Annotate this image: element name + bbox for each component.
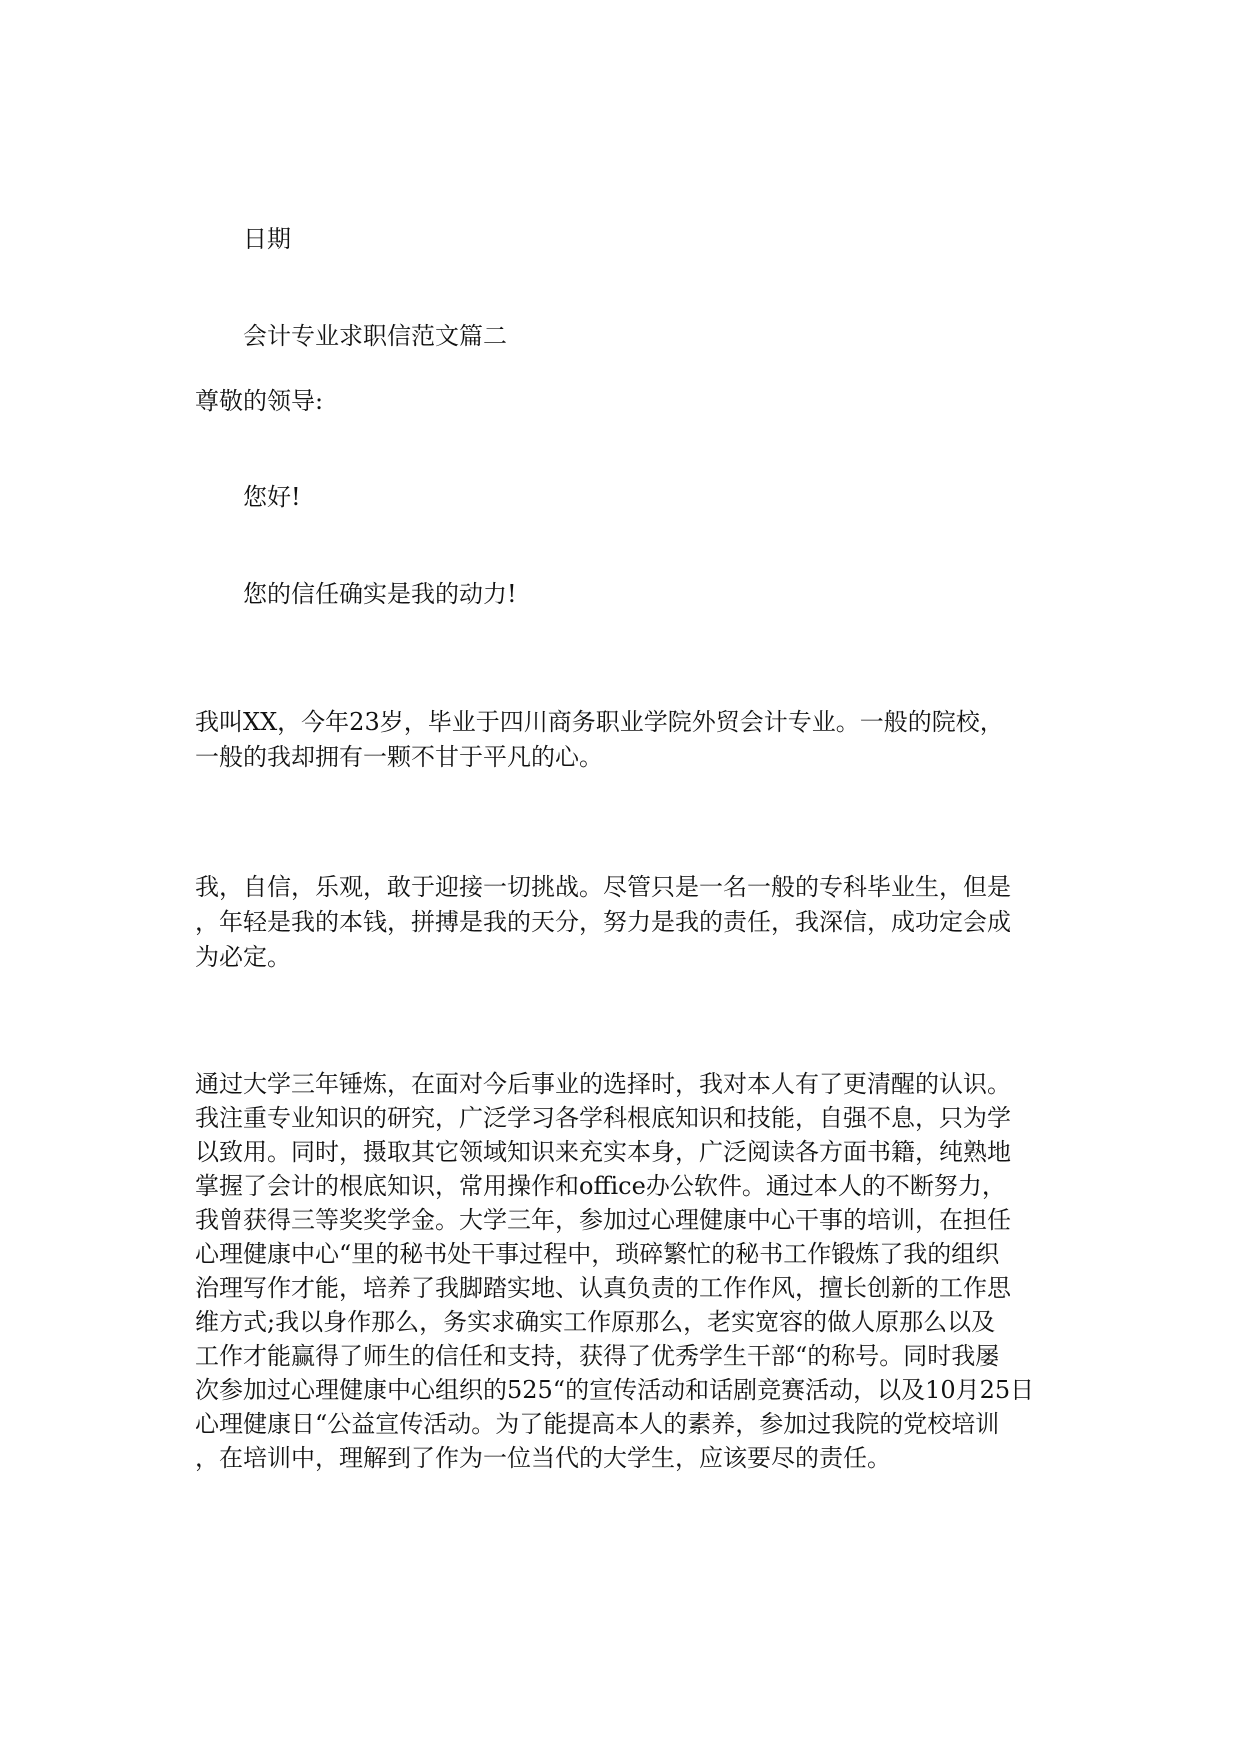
- paragraph-line: 我，自信，乐观，敢于迎接一切挑战。尽管只是一名一般的专科毕业生，但是: [195, 873, 1011, 901]
- paragraph-line: 我曾获得三等奖奖学金。大学三年，参加过心理健康中心干事的培训，在担任: [195, 1206, 1011, 1234]
- paragraph-intro: [195, 705, 1055, 775]
- paragraph-line: 次参加过心理健康中心组织的525“的宣传活动和话剧竞赛活动，以及10月25日: [195, 1376, 1035, 1404]
- section-title: 会计专业求职信范文篇二: [243, 322, 507, 350]
- date-label: 日期: [243, 225, 291, 253]
- paragraph-confidence: [195, 870, 1055, 975]
- paragraph-experience: [195, 1067, 1055, 1475]
- paragraph-line: 一般的我却拥有一颗不甘于平凡的心。: [195, 743, 603, 771]
- trust-line: 您的信任确实是我的动力!: [243, 580, 517, 608]
- paragraph-line: ，年轻是我的本钱，拼搏是我的天分，努力是我的责任，我深信，成功定会成: [195, 908, 1011, 936]
- paragraph-line: 为必定。: [195, 943, 291, 971]
- paragraph-line: 掌握了会计的根底知识，常用操作和office办公软件。通过本人的不断努力，: [195, 1172, 1006, 1200]
- paragraph-line: ，在培训中，理解到了作为一位当代的大学生，应该要尽的责任。: [195, 1444, 891, 1472]
- paragraph-line: 心理健康日“公益宣传活动。为了能提高本人的素养，参加过我院的党校培训: [195, 1410, 1000, 1438]
- paragraph-line: 工作才能赢得了师生的信任和支持，获得了优秀学生干部“的称号。同时我屡: [195, 1342, 1000, 1370]
- paragraph-line: 我注重专业知识的研究，广泛学习各学科根底知识和技能，自强不息，只为学: [195, 1104, 1011, 1132]
- paragraph-line: 维方式;我以身作那么，务实求确实工作原那么，老实宽容的做人原那么以及: [195, 1308, 996, 1336]
- paragraph-line: 治理写作才能，培养了我脚踏实地、认真负责的工作作风，擅长创新的工作思: [195, 1274, 1011, 1302]
- greeting: 您好!: [243, 483, 301, 511]
- paragraph-line: 以致用。同时，摄取其它领域知识来充实本身，广泛阅读各方面书籍，纯熟地: [195, 1138, 1011, 1166]
- paragraph-line: 心理健康中心“里的秘书处干事过程中，琐碎繁忙的秘书工作锻炼了我的组织: [195, 1240, 1000, 1268]
- salutation: 尊敬的领导:: [195, 387, 324, 415]
- paragraph-line: 通过大学三年锤炼，在面对今后事业的选择时，我对本人有了更清醒的认识。: [195, 1070, 1011, 1098]
- paragraph-line: 我叫XX，今年23岁，毕业于四川商务职业学院外贸会计专业。一般的院校，: [195, 708, 1004, 736]
